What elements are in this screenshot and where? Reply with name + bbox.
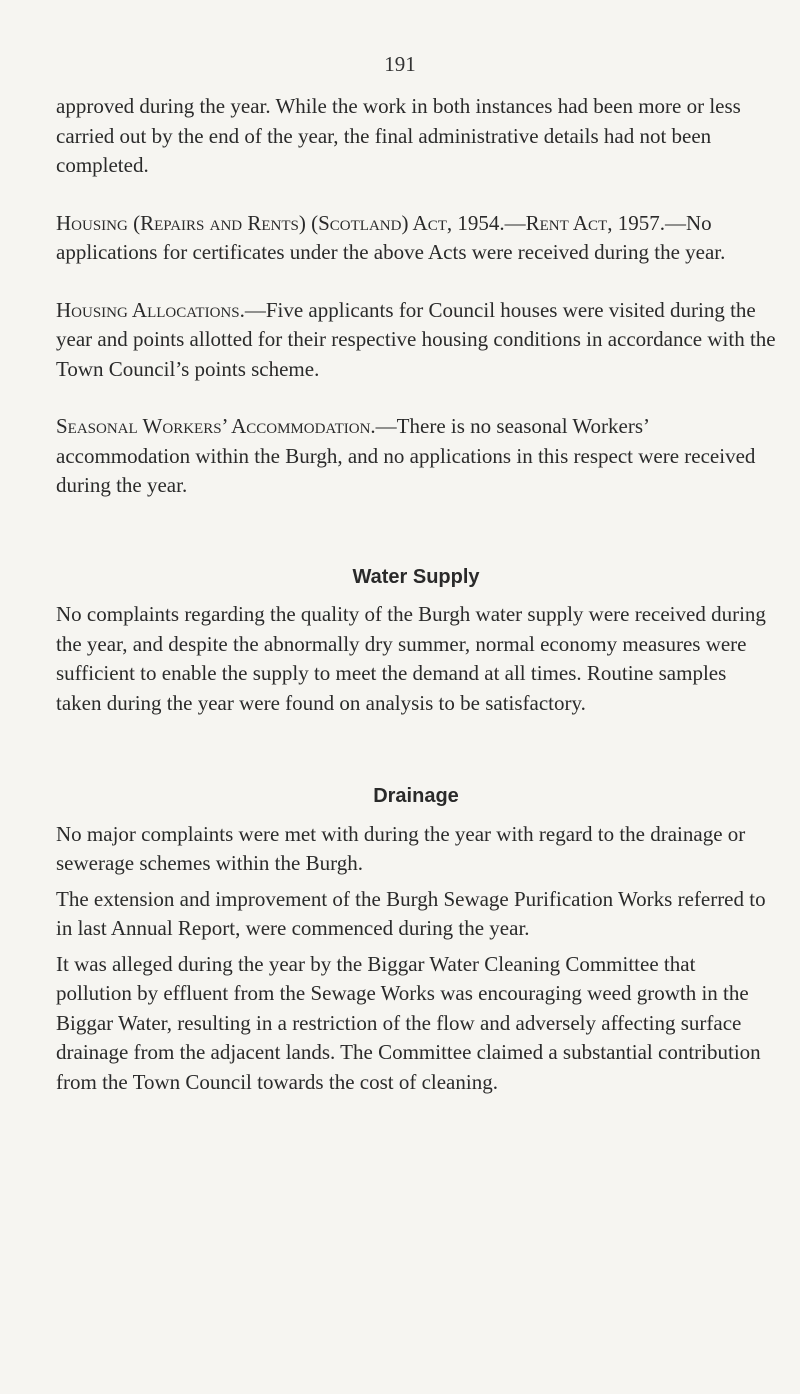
seasonal-workers-text: —There is no seasonal Workers’ accommodation within the Burgh, and no applications in this respect were received during the year. (56, 414, 756, 497)
seasonal-workers-heading: Seasonal Workers’ Accommodation. (56, 414, 376, 438)
housing-repairs-paragraph (56, 209, 776, 268)
housing-allocations-text: —Five applicants for Council houses were visited during the year and points allotted for their respective housing conditions in accordance with the Town Council’s points scheme. (56, 297, 776, 381)
page-body (56, 92, 776, 1097)
water-supply-paragraph: No complaints regarding the quality of the Burgh water supply were received during the year, and despite the abnormally dry summer, normal economy measures were sufficient to enable the supply to meet the demand at all times. Routine samples taken during the year were found on analysis to be satisfactory. (56, 602, 766, 715)
drainage-heading: Drainage (373, 785, 459, 807)
page-number: 191 (384, 52, 416, 76)
intro-paragraph: approved during the year. While the work in both instances had been more or less carried out by the end of the year, the final administrative details had not been completed. (56, 94, 741, 177)
housing-repairs-text: —No applications for certificates under the above Acts were received during the year. (56, 210, 726, 264)
seasonal-workers-paragraph (56, 412, 776, 501)
drainage-paragraph-2: The extension and improvement of the Burgh Sewage Purification Works referred to in last Annual Report, were commenced during the year. (56, 886, 766, 940)
housing-repairs-heading: Housing (Repairs and Rents) (Scotland) Act, 1954.—Rent Act, 1957. (56, 210, 665, 235)
drainage-paragraph-1: No major complaints were met with during the year with regard to the drainage or sewerage schemes within the Burgh. (56, 821, 746, 875)
housing-allocations-paragraph (56, 296, 776, 385)
drainage-paragraph-3: It was alleged during the year by the Biggar Water Cleaning Committee that pollution by effluent from the Sewage Works was encouraging weed growth in the Biggar Water, resulting in a restriction of the flow and adversely affecting surface drainage from the adjacent lands. The Committee claimed a substantial contribution from the Town Council towards the cost of cleaning. (56, 951, 761, 1094)
water-supply-heading: Water Supply (352, 565, 480, 588)
housing-allocations-heading: Housing Allocations. (56, 297, 245, 322)
